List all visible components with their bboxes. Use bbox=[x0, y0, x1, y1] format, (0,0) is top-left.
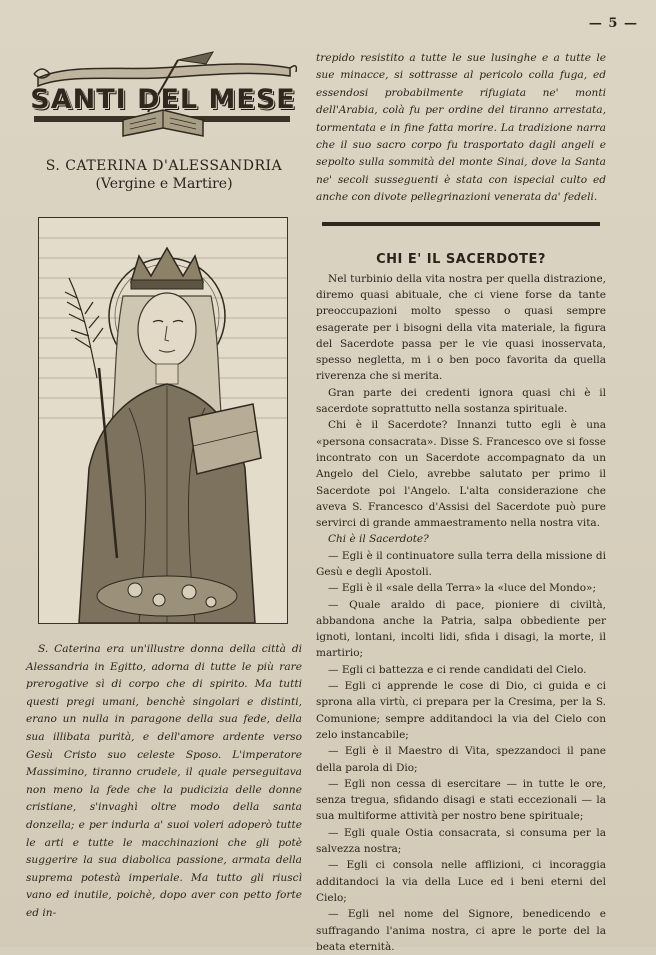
page-number: — 5 — bbox=[588, 16, 638, 31]
section-title: CHI E' IL SACERDOTE? bbox=[376, 251, 546, 267]
article-subtitle: (Vergine e Martire) bbox=[95, 176, 233, 192]
paragraph: Chi è il Sacerdote? bbox=[328, 533, 429, 546]
article-title: S. CATERINA D'ALESSANDRIA bbox=[45, 158, 283, 174]
section-divider bbox=[322, 222, 600, 226]
left-column bbox=[26, 50, 302, 923]
saint-portrait-icon bbox=[38, 217, 288, 624]
list-item: — Egli è il continuatore sulla terra della missione di Gesù e degli Apostoli. bbox=[316, 549, 606, 578]
list-item: — Egli ci battezza e ci rende candidati del Cielo. bbox=[328, 663, 587, 676]
paragraph: Chi è il Sacerdote? Innanzi tutto egli è una «persona consacrata». Disse S. Francesco ove si fosse incontrato con un Sacerdote accompagnato da un Angelo del Cielo, avrebbe salutato per primo il Sacerdote poi l'Angelo. L'alta considerazione che aveva S. Francesco d'Assisi del Sacerdote può pure servirci di grande ammaestramento nella nostra vita. bbox=[316, 419, 606, 530]
list-item: — Egli è il Maestro di Vita, spezzandoci il pane della parola di Dio; bbox=[316, 745, 606, 774]
masthead bbox=[28, 50, 298, 142]
list bbox=[316, 548, 606, 955]
list-item: — Egli ci apprende le cose di Dio, ci guida e ci sprona alla virtù, ci prepara per la Cresima, per la S. Comunione; sempre additandoci la via del Cielo con zelo instancabile; bbox=[316, 680, 606, 741]
list-item: — Egli nel nome del Signore, benedicendo e suffragando l'anima nostra, ci apre le porte del la beata eternità. bbox=[316, 908, 606, 953]
list-item: — Egli è il «sale della Terra» la «luce del Mondo»; bbox=[328, 582, 596, 595]
paragraph: Nel turbinio della vita nostra per quella distrazione, diremo quasi abituale, che ci viene forse da tante preoccupazioni molto spesso o quasi sempre esagerate per i bisogni della vita materiale, la figura del Sacerdote passa per le vie quasi inosservata, spesso negletta, m i o ben poco favorita da quella riverenza che si merita. bbox=[316, 272, 606, 383]
paragraph: Gran parte dei credenti ignora quasi chi è il sacerdote soprattutto nella sostanza spirituale. bbox=[316, 386, 606, 416]
right-column bbox=[316, 50, 606, 955]
list-item: — Egli ci consola nelle afflizioni, ci incoraggia additandoci la via della Luce ed i beni eterni del Cielo; bbox=[316, 859, 606, 904]
masthead-title: SANTI DEL MESE bbox=[30, 84, 296, 115]
article-body: S. Caterina era un'illustre donna della città di Alessandria in Egitto, adorna di tutte le più rare prerogative sì di corpo che di spirito. Ma tutti questi pregi umani, benchè singolari e distinti, erano un nulla in paragone della sua fede, della sua illibata purità, e dell'amore ardente verso Gesù Cristo suo celeste Sposo. L'imperatore Massimino, tiranno crudele, il quale perseguitava non meno la fede che la pudicizia delle donne cristiane, s'invaghì oltre modo della santa donzella; e per indurla a' suoi voleri adoperò tutte le arti e tutte le macchinazioni che gli potè suggerire la sua diabolica passione, armata della suprema potestà imperiale. Ma tutto gli riuscì vano ed inutile, poichè, dopo aver con petto forte ed in- bbox=[26, 643, 302, 919]
list-item: — Egli non cessa di esercitare — in tutte le ore, senza tregua, sfidando disagi e stati eccezionali — la sua multiforme attività per nostro bene spirituale; bbox=[316, 777, 606, 823]
article-continuation: trepido resistito a tutte le sue lusinghe e a tutte le sue minacce, si sottrasse al pericolo colla fuga, ed essendosi probabilmente rifugiata ne' monti dell'Arabia, colà fu per ordine del tiranno arrestata, tormentata e in fine fatta morire. La tradizione narra che il suo sacro corpo fu trasportato dagli angeli e sepolto sulla sommità del monte Sinai, dove la Santa ne' secoli susseguenti è stata con ispecial culto ed anche con divote pellegrinazioni venerata da' fedeli. bbox=[316, 52, 606, 204]
list-item: — Quale araldo di pace, pioniere di civiltà, abbandona anche la Patria, salpa obbediente per ignoti, lontani, incolti lidi, sfida i disagi, la morte, il martirio; bbox=[316, 598, 606, 660]
list-item: — Egli quale Ostia consacrata, si consuma per la salvezza nostra; bbox=[316, 826, 606, 856]
